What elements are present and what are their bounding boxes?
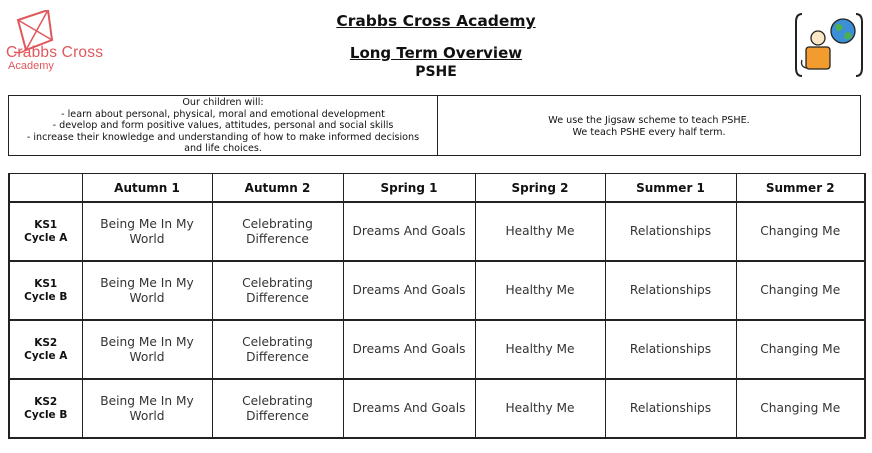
table-cell: Healthy Me: [475, 320, 605, 379]
table-cell: Dreams And Goals: [343, 320, 475, 379]
table-cell: Relationships: [605, 379, 736, 438]
logo-subname: Academy: [8, 60, 54, 72]
table-cell: Being Me In My World: [82, 261, 212, 320]
table-cell: Relationships: [605, 202, 736, 261]
key-stage: KS1: [34, 218, 58, 231]
row-label: [9, 320, 82, 379]
table-cell: Healthy Me: [475, 379, 605, 438]
cycle: Cycle A: [24, 231, 68, 244]
table-cell: Being Me In My World: [82, 202, 212, 261]
table-cell: Relationships: [605, 320, 736, 379]
table-row: [9, 379, 865, 438]
table-cell: Celebrating Difference: [212, 320, 343, 379]
scheme-line: We teach PSHE every half term.: [572, 127, 726, 138]
intro-box: [8, 95, 861, 156]
key-stage: KS1: [34, 277, 58, 290]
subject-title: PSHE: [415, 64, 457, 80]
table-cell: Relationships: [605, 261, 736, 320]
logo-name: Crabbs Cross: [6, 44, 104, 61]
table-cell: Being Me In My World: [82, 379, 212, 438]
column-header: Summer 2: [736, 174, 865, 203]
table-cell: Being Me In My World: [82, 320, 212, 379]
table-cell: Changing Me: [736, 379, 865, 438]
table-cell: Changing Me: [736, 320, 865, 379]
column-header: Autumn 2: [212, 174, 343, 203]
table-row: [9, 320, 865, 379]
aims-line: and life choices.: [184, 143, 262, 155]
cycle: Cycle B: [24, 408, 68, 421]
row-label: [9, 261, 82, 320]
key-stage: KS2: [34, 395, 58, 408]
table-cell: Changing Me: [736, 202, 865, 261]
column-header: Spring 2: [475, 174, 605, 203]
table-cell: Celebrating Difference: [212, 261, 343, 320]
column-header: Summer 1: [605, 174, 736, 203]
table-row: [9, 261, 865, 320]
table-header-row: [9, 174, 865, 203]
row-label: [9, 379, 82, 438]
cycle: Cycle B: [24, 290, 68, 303]
table-cell: Healthy Me: [475, 261, 605, 320]
column-header: Autumn 1: [82, 174, 212, 203]
table-cell: Dreams And Goals: [343, 202, 475, 261]
table-cell: Dreams And Goals: [343, 379, 475, 438]
overview-table: [8, 173, 866, 439]
table-cell: Celebrating Difference: [212, 379, 343, 438]
scheme-line: We use the Jigsaw scheme to teach PSHE.: [548, 115, 750, 126]
aims-line: - increase their knowledge and understanding of how to make informed decisions: [26, 131, 420, 143]
aims-text: [9, 96, 438, 155]
table-cell: Dreams And Goals: [343, 261, 475, 320]
table-cell: Healthy Me: [475, 202, 605, 261]
table-row: [9, 202, 865, 261]
page-header: [0, 12, 872, 80]
school-name: Crabbs Cross Academy: [336, 12, 536, 30]
key-stage: KS2: [34, 336, 58, 349]
document-title: Long Term Overview: [349, 44, 523, 62]
cycle: Cycle A: [24, 349, 68, 362]
aims-line: Our children will:: [182, 97, 264, 108]
table-cell: Changing Me: [736, 261, 865, 320]
column-header: Spring 1: [343, 174, 475, 203]
scheme-text: [438, 96, 860, 155]
aims-line: - develop and form positive values, attitudes, personal and social skills: [52, 120, 394, 132]
person-globe-icon: [794, 10, 864, 78]
aims-line: - learn about personal, physical, moral and emotional development: [61, 108, 385, 120]
table-cell: Celebrating Difference: [212, 202, 343, 261]
header-corner: [9, 174, 82, 203]
row-label: [9, 202, 82, 261]
